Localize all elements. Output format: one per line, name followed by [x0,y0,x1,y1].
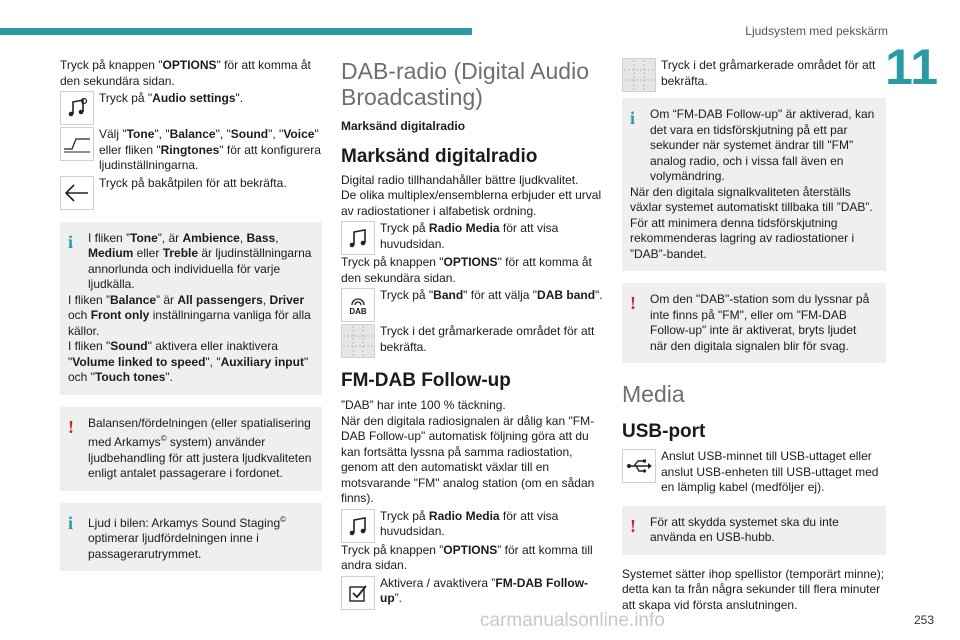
back-arrow-icon [60,176,94,210]
column-1 [60,58,322,571]
heading-usb: USB-port [622,421,706,442]
instruction-row: Välj "Tone", "Balance", "Sound", "Voice" eller fliken "Ringtones" för att konfigurera ljudinställningarna. [60,127,322,174]
usb-icon [622,449,656,483]
music-note-icon [341,221,375,255]
checkbox-icon [341,576,375,610]
instruction-row: Tryck på Radio Media för att visa huvudsidan. [341,221,603,255]
warning-box: ! För att skydda systemet ska du inte använda en USB-hubb. [622,506,886,555]
warning-box: ! Balansen/fördelningen (eller spatialisering med Arkamys© system) använder ljudbehandling för att justera ljudkvaliteten enligt antalet passagerare i fordonet. [60,407,322,491]
section-header: Ljudsystem med pekskärm [745,24,888,38]
dab-band-icon: DAB [341,288,375,322]
section-title: DAB-radio (Digital Audio Broadcasting) [341,58,590,110]
warning-icon: ! [630,293,636,313]
info-box: i Ljud i bilen: Arkamys Sound Staging© optimerar ljudfördelningen inne i passagerarutrymmet. [60,503,322,572]
info-box: i Om “FM-DAB Follow-up" är aktiverad, kan det vara en tidsförskjutning på ett par sekunder när systemet ändrar till "FM" analog radio, och i vissa fall även en volymändring. När den digitala signalkvaliteten återställs växlar systemet automatiskt tillbaka till ”DAB”. För att minimera denna tidsförskjutning rekommenderas lagring av radiostationer i ”DAB”-bandet. [622,98,886,271]
instruction-row: Aktivera / avaktivera ”FM-DAB Follow-up”. [341,576,603,610]
heading-media: Media [622,381,685,407]
music-note-icon [341,509,375,543]
heading-digital-radio: Marksänd digitalradio [341,145,538,167]
paragraph: Tryck på knappen "OPTIONS" för att komma åt den sekundära sidan. [60,58,311,88]
instruction-row: Tryck på Radio Media för att visa huvudsidan. [341,509,603,543]
instruction-row: Tryck på bakåtpilen för att bekräfta. [60,176,322,210]
grey-area-icon [622,58,656,92]
info-box: i I fliken ”Tone”, är Ambience, Bass, Medium eller Treble är ljudinställningarna annorlunda och individuella för varje ljudkälla. I fliken ”Balance” är All passengers, Driver och Front only inställningarna vanliga för alla källor. I fliken "Sound" aktivera eller inaktivera "Volume linked to speed", "Auxiliary input" och "Touch tones". [60,222,322,395]
watermark: carmanualsonline.info [480,610,665,631]
info-icon: i [68,512,74,533]
instruction-row: Anslut USB-minnet till USB-uttaget eller anslut USB-enheten till USB-uttaget med en lämplig kabel (medföljer ej). [622,449,886,496]
music-settings-icon [60,91,94,125]
header-accent-bar [0,28,472,35]
column-3: Tryck i det gråmarkerade området för att bekräfta. i Om “FM-DAB Follow-up" är aktiverad, kan det vara en tidsförskjutning på ett par sekunder när systemet ändrar till "FM" analog radio, och i vissa fall även en volymändring. När den digitala signalkvaliteten återställs växlar systemet automatiskt tillbaka till ”DAB”. För att minimera denna tidsförskjutning rekommenderas lagring av radiostationer i ”DAB”-bandet. ! Om den "DAB"-station som du lyssnar på inte finns på "FM", eller om "FM-DAB Follow-up" inte är aktiverat, bryts ljudet när den digitala signalen blir för svag. Media USB-port Anslut USB-minnet till USB-uttaget eller anslut USB-enheten till USB-uttaget med en lämplig kabel (medföljer ej). ! För att skydda systemet ska du inte använda en USB-hubb. Systemet sätter ihop spellistor (temporärt minne); detta kan ta från några sekunder till flera minuter att skapa vid första anslutningen. [622,58,885,612]
subtitle: Marksänd digitalradio [341,119,466,133]
warning-icon: ! [68,416,74,437]
heading-fm-dab: FM-DAB Follow-up [341,370,511,391]
chapter-number: 11 [885,39,938,95]
grey-area-icon [341,324,375,358]
page-number: 253 [913,613,934,627]
warning-box: ! Om den "DAB"-station som du lyssnar på inte finns på "FM", eller om "FM-DAB Follow-up" inte är aktiverat, bryts ljudet när den digitala signalen blir för svag. [622,283,886,363]
column-2: DAB-radio (Digital Audio Broadcasting) Marksänd digitalradio Marksänd digitalradio Digital radio tillhandahåller bättre ljudkvalitet. De olika multiplex/ensemblerna erbjuder ett urval av radiostationer i alfabetisk ordning. Tryck på Radio Media för att visa huvudsidan. Tryck på knappen "OPTIONS" för att komma åt den sekundära sidan. DAB Tryck på "Band" för att välja "DAB band". Tryck i det gråmarkerade området för att bekräfta. FM-DAB Follow-up ”DAB” har inte 100 % täckning. När den digitala radiosignalen är dålig kan "FM-DAB Follow-up" automatisk följning göra att du kan fortsätta lyssna på samma radiostation, genom att den automatiskt växlar till en motsvarande "FM" analog station (om en sådan finns). Tryck på Radio Media för att visa huvudsidan. Tryck på knappen ”OPTIONS” för att komma till andra sidan. Aktivera / avaktivera ”FM-DAB Follow-up”. [341,58,603,610]
equalizer-tab-icon [60,127,94,161]
warning-icon: ! [630,515,636,536]
instruction-row: Tryck i det gråmarkerade området för att bekräfta. [622,58,886,92]
info-icon: i [68,231,74,252]
instruction-row: Tryck på "Audio settings". [60,91,322,125]
instruction-row: DAB Tryck på "Band" för att välja "DAB band". [341,288,603,322]
instruction-row: Tryck i det gråmarkerade området för att bekräfta. [341,324,603,358]
info-icon: i [630,108,636,128]
